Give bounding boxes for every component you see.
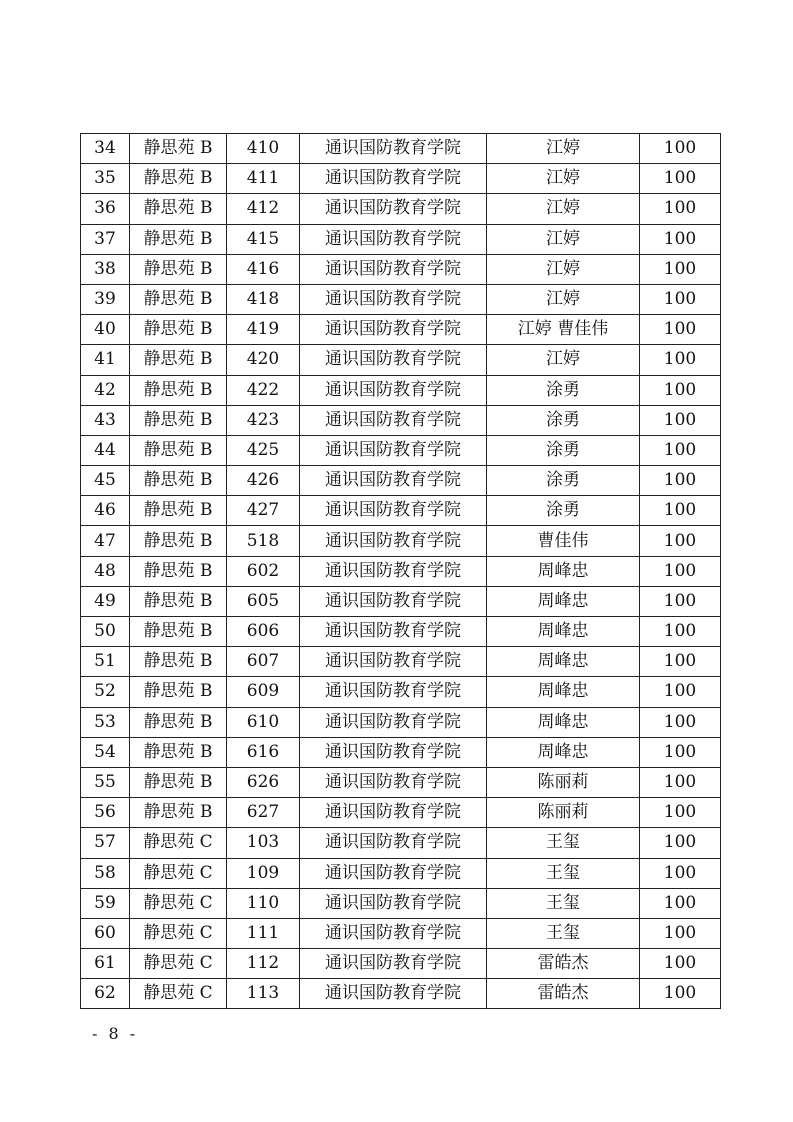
building-cell: 静思苑 B <box>130 164 227 194</box>
teacher-cell: 陈丽莉 <box>487 798 640 828</box>
row-number-cell: 53 <box>81 707 130 737</box>
room-cell: 427 <box>227 496 300 526</box>
table-body <box>81 134 721 1009</box>
building-cell: 静思苑 C <box>130 979 227 1009</box>
score-cell: 100 <box>640 707 721 737</box>
row-number-cell: 57 <box>81 828 130 858</box>
teacher-cell: 周峰忠 <box>487 617 640 647</box>
teacher-cell: 周峰忠 <box>487 737 640 767</box>
row-number-cell: 58 <box>81 858 130 888</box>
score-cell: 100 <box>640 858 721 888</box>
college-cell: 通识国防教育学院 <box>300 677 487 707</box>
score-cell: 100 <box>640 224 721 254</box>
building-cell: 静思苑 B <box>130 345 227 375</box>
table-row <box>81 405 721 435</box>
row-number-cell: 38 <box>81 254 130 284</box>
table-row <box>81 828 721 858</box>
college-cell: 通识国防教育学院 <box>300 737 487 767</box>
college-cell: 通识国防教育学院 <box>300 466 487 496</box>
room-cell: 113 <box>227 979 300 1009</box>
college-cell: 通识国防教育学院 <box>300 315 487 345</box>
building-cell: 静思苑 B <box>130 405 227 435</box>
score-cell: 100 <box>640 677 721 707</box>
teacher-cell: 涂勇 <box>487 435 640 465</box>
room-cell: 416 <box>227 254 300 284</box>
dormitory-table <box>80 133 721 1009</box>
row-number-cell: 40 <box>81 315 130 345</box>
page-number: - 8 - <box>92 1024 139 1043</box>
score-cell: 100 <box>640 949 721 979</box>
score-cell: 100 <box>640 496 721 526</box>
score-cell: 100 <box>640 435 721 465</box>
teacher-cell: 江婷 <box>487 224 640 254</box>
college-cell: 通识国防教育学院 <box>300 254 487 284</box>
room-cell: 111 <box>227 918 300 948</box>
building-cell: 静思苑 B <box>130 375 227 405</box>
row-number-cell: 60 <box>81 918 130 948</box>
teacher-cell: 周峰忠 <box>487 647 640 677</box>
building-cell: 静思苑 B <box>130 526 227 556</box>
table-row <box>81 134 721 164</box>
college-cell: 通识国防教育学院 <box>300 858 487 888</box>
college-cell: 通识国防教育学院 <box>300 828 487 858</box>
teacher-cell: 江婷 <box>487 284 640 314</box>
building-cell: 静思苑 C <box>130 858 227 888</box>
table-row <box>81 767 721 797</box>
college-cell: 通识国防教育学院 <box>300 134 487 164</box>
row-number-cell: 61 <box>81 949 130 979</box>
teacher-cell: 王玺 <box>487 858 640 888</box>
row-number-cell: 56 <box>81 798 130 828</box>
teacher-cell: 涂勇 <box>487 375 640 405</box>
table-row <box>81 284 721 314</box>
table-row <box>81 617 721 647</box>
row-number-cell: 42 <box>81 375 130 405</box>
score-cell: 100 <box>640 828 721 858</box>
teacher-cell: 江婷 <box>487 345 640 375</box>
college-cell: 通识国防教育学院 <box>300 526 487 556</box>
row-number-cell: 62 <box>81 979 130 1009</box>
score-cell: 100 <box>640 556 721 586</box>
building-cell: 静思苑 B <box>130 586 227 616</box>
teacher-cell: 江婷 曹佳伟 <box>487 315 640 345</box>
college-cell: 通识国防教育学院 <box>300 556 487 586</box>
table-row <box>81 949 721 979</box>
college-cell: 通识国防教育学院 <box>300 375 487 405</box>
score-cell: 100 <box>640 134 721 164</box>
teacher-cell: 王玺 <box>487 918 640 948</box>
building-cell: 静思苑 B <box>130 254 227 284</box>
room-cell: 412 <box>227 194 300 224</box>
building-cell: 静思苑 C <box>130 918 227 948</box>
college-cell: 通识国防教育学院 <box>300 767 487 797</box>
room-cell: 110 <box>227 888 300 918</box>
building-cell: 静思苑 B <box>130 284 227 314</box>
building-cell: 静思苑 B <box>130 194 227 224</box>
building-cell: 静思苑 C <box>130 949 227 979</box>
row-number-cell: 45 <box>81 466 130 496</box>
table-row <box>81 647 721 677</box>
room-cell: 422 <box>227 375 300 405</box>
row-number-cell: 47 <box>81 526 130 556</box>
score-cell: 100 <box>640 345 721 375</box>
row-number-cell: 35 <box>81 164 130 194</box>
room-cell: 415 <box>227 224 300 254</box>
college-cell: 通识国防教育学院 <box>300 949 487 979</box>
room-cell: 605 <box>227 586 300 616</box>
teacher-cell: 江婷 <box>487 134 640 164</box>
score-cell: 100 <box>640 979 721 1009</box>
table-row <box>81 435 721 465</box>
table-row <box>81 979 721 1009</box>
room-cell: 112 <box>227 949 300 979</box>
table-row <box>81 254 721 284</box>
teacher-cell: 江婷 <box>487 164 640 194</box>
table-row <box>81 345 721 375</box>
score-cell: 100 <box>640 315 721 345</box>
row-number-cell: 59 <box>81 888 130 918</box>
teacher-cell: 王玺 <box>487 888 640 918</box>
room-cell: 616 <box>227 737 300 767</box>
college-cell: 通识国防教育学院 <box>300 647 487 677</box>
room-cell: 606 <box>227 617 300 647</box>
table-row <box>81 858 721 888</box>
teacher-cell: 江婷 <box>487 194 640 224</box>
building-cell: 静思苑 B <box>130 647 227 677</box>
score-cell: 100 <box>640 284 721 314</box>
college-cell: 通识国防教育学院 <box>300 496 487 526</box>
score-cell: 100 <box>640 375 721 405</box>
table-row <box>81 375 721 405</box>
table-row <box>81 677 721 707</box>
teacher-cell: 曹佳伟 <box>487 526 640 556</box>
college-cell: 通识国防教育学院 <box>300 888 487 918</box>
college-cell: 通识国防教育学院 <box>300 979 487 1009</box>
room-cell: 610 <box>227 707 300 737</box>
score-cell: 100 <box>640 526 721 556</box>
building-cell: 静思苑 B <box>130 134 227 164</box>
table-row <box>81 707 721 737</box>
building-cell: 静思苑 B <box>130 767 227 797</box>
building-cell: 静思苑 B <box>130 315 227 345</box>
room-cell: 419 <box>227 315 300 345</box>
college-cell: 通识国防教育学院 <box>300 586 487 616</box>
college-cell: 通识国防教育学院 <box>300 224 487 254</box>
score-cell: 100 <box>640 254 721 284</box>
room-cell: 103 <box>227 828 300 858</box>
table-row <box>81 556 721 586</box>
row-number-cell: 43 <box>81 405 130 435</box>
college-cell: 通识国防教育学院 <box>300 405 487 435</box>
table-row <box>81 526 721 556</box>
college-cell: 通识国防教育学院 <box>300 194 487 224</box>
room-cell: 627 <box>227 798 300 828</box>
score-cell: 100 <box>640 194 721 224</box>
room-cell: 109 <box>227 858 300 888</box>
score-cell: 100 <box>640 586 721 616</box>
room-cell: 602 <box>227 556 300 586</box>
room-cell: 609 <box>227 677 300 707</box>
college-cell: 通识国防教育学院 <box>300 707 487 737</box>
table-row <box>81 586 721 616</box>
row-number-cell: 34 <box>81 134 130 164</box>
score-cell: 100 <box>640 466 721 496</box>
room-cell: 423 <box>227 405 300 435</box>
building-cell: 静思苑 B <box>130 737 227 767</box>
teacher-cell: 周峰忠 <box>487 556 640 586</box>
row-number-cell: 37 <box>81 224 130 254</box>
row-number-cell: 41 <box>81 345 130 375</box>
table-row <box>81 194 721 224</box>
college-cell: 通识国防教育学院 <box>300 284 487 314</box>
table-row <box>81 918 721 948</box>
row-number-cell: 46 <box>81 496 130 526</box>
teacher-cell: 涂勇 <box>487 405 640 435</box>
room-cell: 410 <box>227 134 300 164</box>
row-number-cell: 52 <box>81 677 130 707</box>
room-cell: 425 <box>227 435 300 465</box>
building-cell: 静思苑 C <box>130 828 227 858</box>
table-row <box>81 888 721 918</box>
score-cell: 100 <box>640 918 721 948</box>
teacher-cell: 江婷 <box>487 254 640 284</box>
teacher-cell: 雷皓杰 <box>487 949 640 979</box>
teacher-cell: 陈丽莉 <box>487 767 640 797</box>
score-cell: 100 <box>640 647 721 677</box>
row-number-cell: 36 <box>81 194 130 224</box>
score-cell: 100 <box>640 737 721 767</box>
teacher-cell: 雷皓杰 <box>487 979 640 1009</box>
table-row <box>81 798 721 828</box>
score-cell: 100 <box>640 798 721 828</box>
building-cell: 静思苑 B <box>130 496 227 526</box>
table-row <box>81 224 721 254</box>
room-cell: 518 <box>227 526 300 556</box>
college-cell: 通识国防教育学院 <box>300 918 487 948</box>
table-row <box>81 496 721 526</box>
room-cell: 418 <box>227 284 300 314</box>
table-row <box>81 164 721 194</box>
room-cell: 426 <box>227 466 300 496</box>
building-cell: 静思苑 B <box>130 798 227 828</box>
building-cell: 静思苑 B <box>130 556 227 586</box>
building-cell: 静思苑 C <box>130 888 227 918</box>
building-cell: 静思苑 B <box>130 466 227 496</box>
teacher-cell: 周峰忠 <box>487 677 640 707</box>
room-cell: 420 <box>227 345 300 375</box>
row-number-cell: 48 <box>81 556 130 586</box>
score-cell: 100 <box>640 164 721 194</box>
table-row <box>81 737 721 767</box>
building-cell: 静思苑 B <box>130 707 227 737</box>
college-cell: 通识国防教育学院 <box>300 345 487 375</box>
teacher-cell: 涂勇 <box>487 466 640 496</box>
building-cell: 静思苑 B <box>130 224 227 254</box>
row-number-cell: 55 <box>81 767 130 797</box>
table-row <box>81 466 721 496</box>
teacher-cell: 涂勇 <box>487 496 640 526</box>
building-cell: 静思苑 B <box>130 435 227 465</box>
building-cell: 静思苑 B <box>130 677 227 707</box>
building-cell: 静思苑 B <box>130 617 227 647</box>
college-cell: 通识国防教育学院 <box>300 798 487 828</box>
teacher-cell: 周峰忠 <box>487 707 640 737</box>
room-cell: 626 <box>227 767 300 797</box>
table-row <box>81 315 721 345</box>
score-cell: 100 <box>640 767 721 797</box>
room-cell: 607 <box>227 647 300 677</box>
score-cell: 100 <box>640 617 721 647</box>
score-cell: 100 <box>640 405 721 435</box>
room-cell: 411 <box>227 164 300 194</box>
college-cell: 通识国防教育学院 <box>300 617 487 647</box>
row-number-cell: 49 <box>81 586 130 616</box>
row-number-cell: 44 <box>81 435 130 465</box>
teacher-cell: 周峰忠 <box>487 586 640 616</box>
score-cell: 100 <box>640 888 721 918</box>
row-number-cell: 51 <box>81 647 130 677</box>
row-number-cell: 39 <box>81 284 130 314</box>
college-cell: 通识国防教育学院 <box>300 435 487 465</box>
row-number-cell: 54 <box>81 737 130 767</box>
college-cell: 通识国防教育学院 <box>300 164 487 194</box>
row-number-cell: 50 <box>81 617 130 647</box>
teacher-cell: 王玺 <box>487 828 640 858</box>
